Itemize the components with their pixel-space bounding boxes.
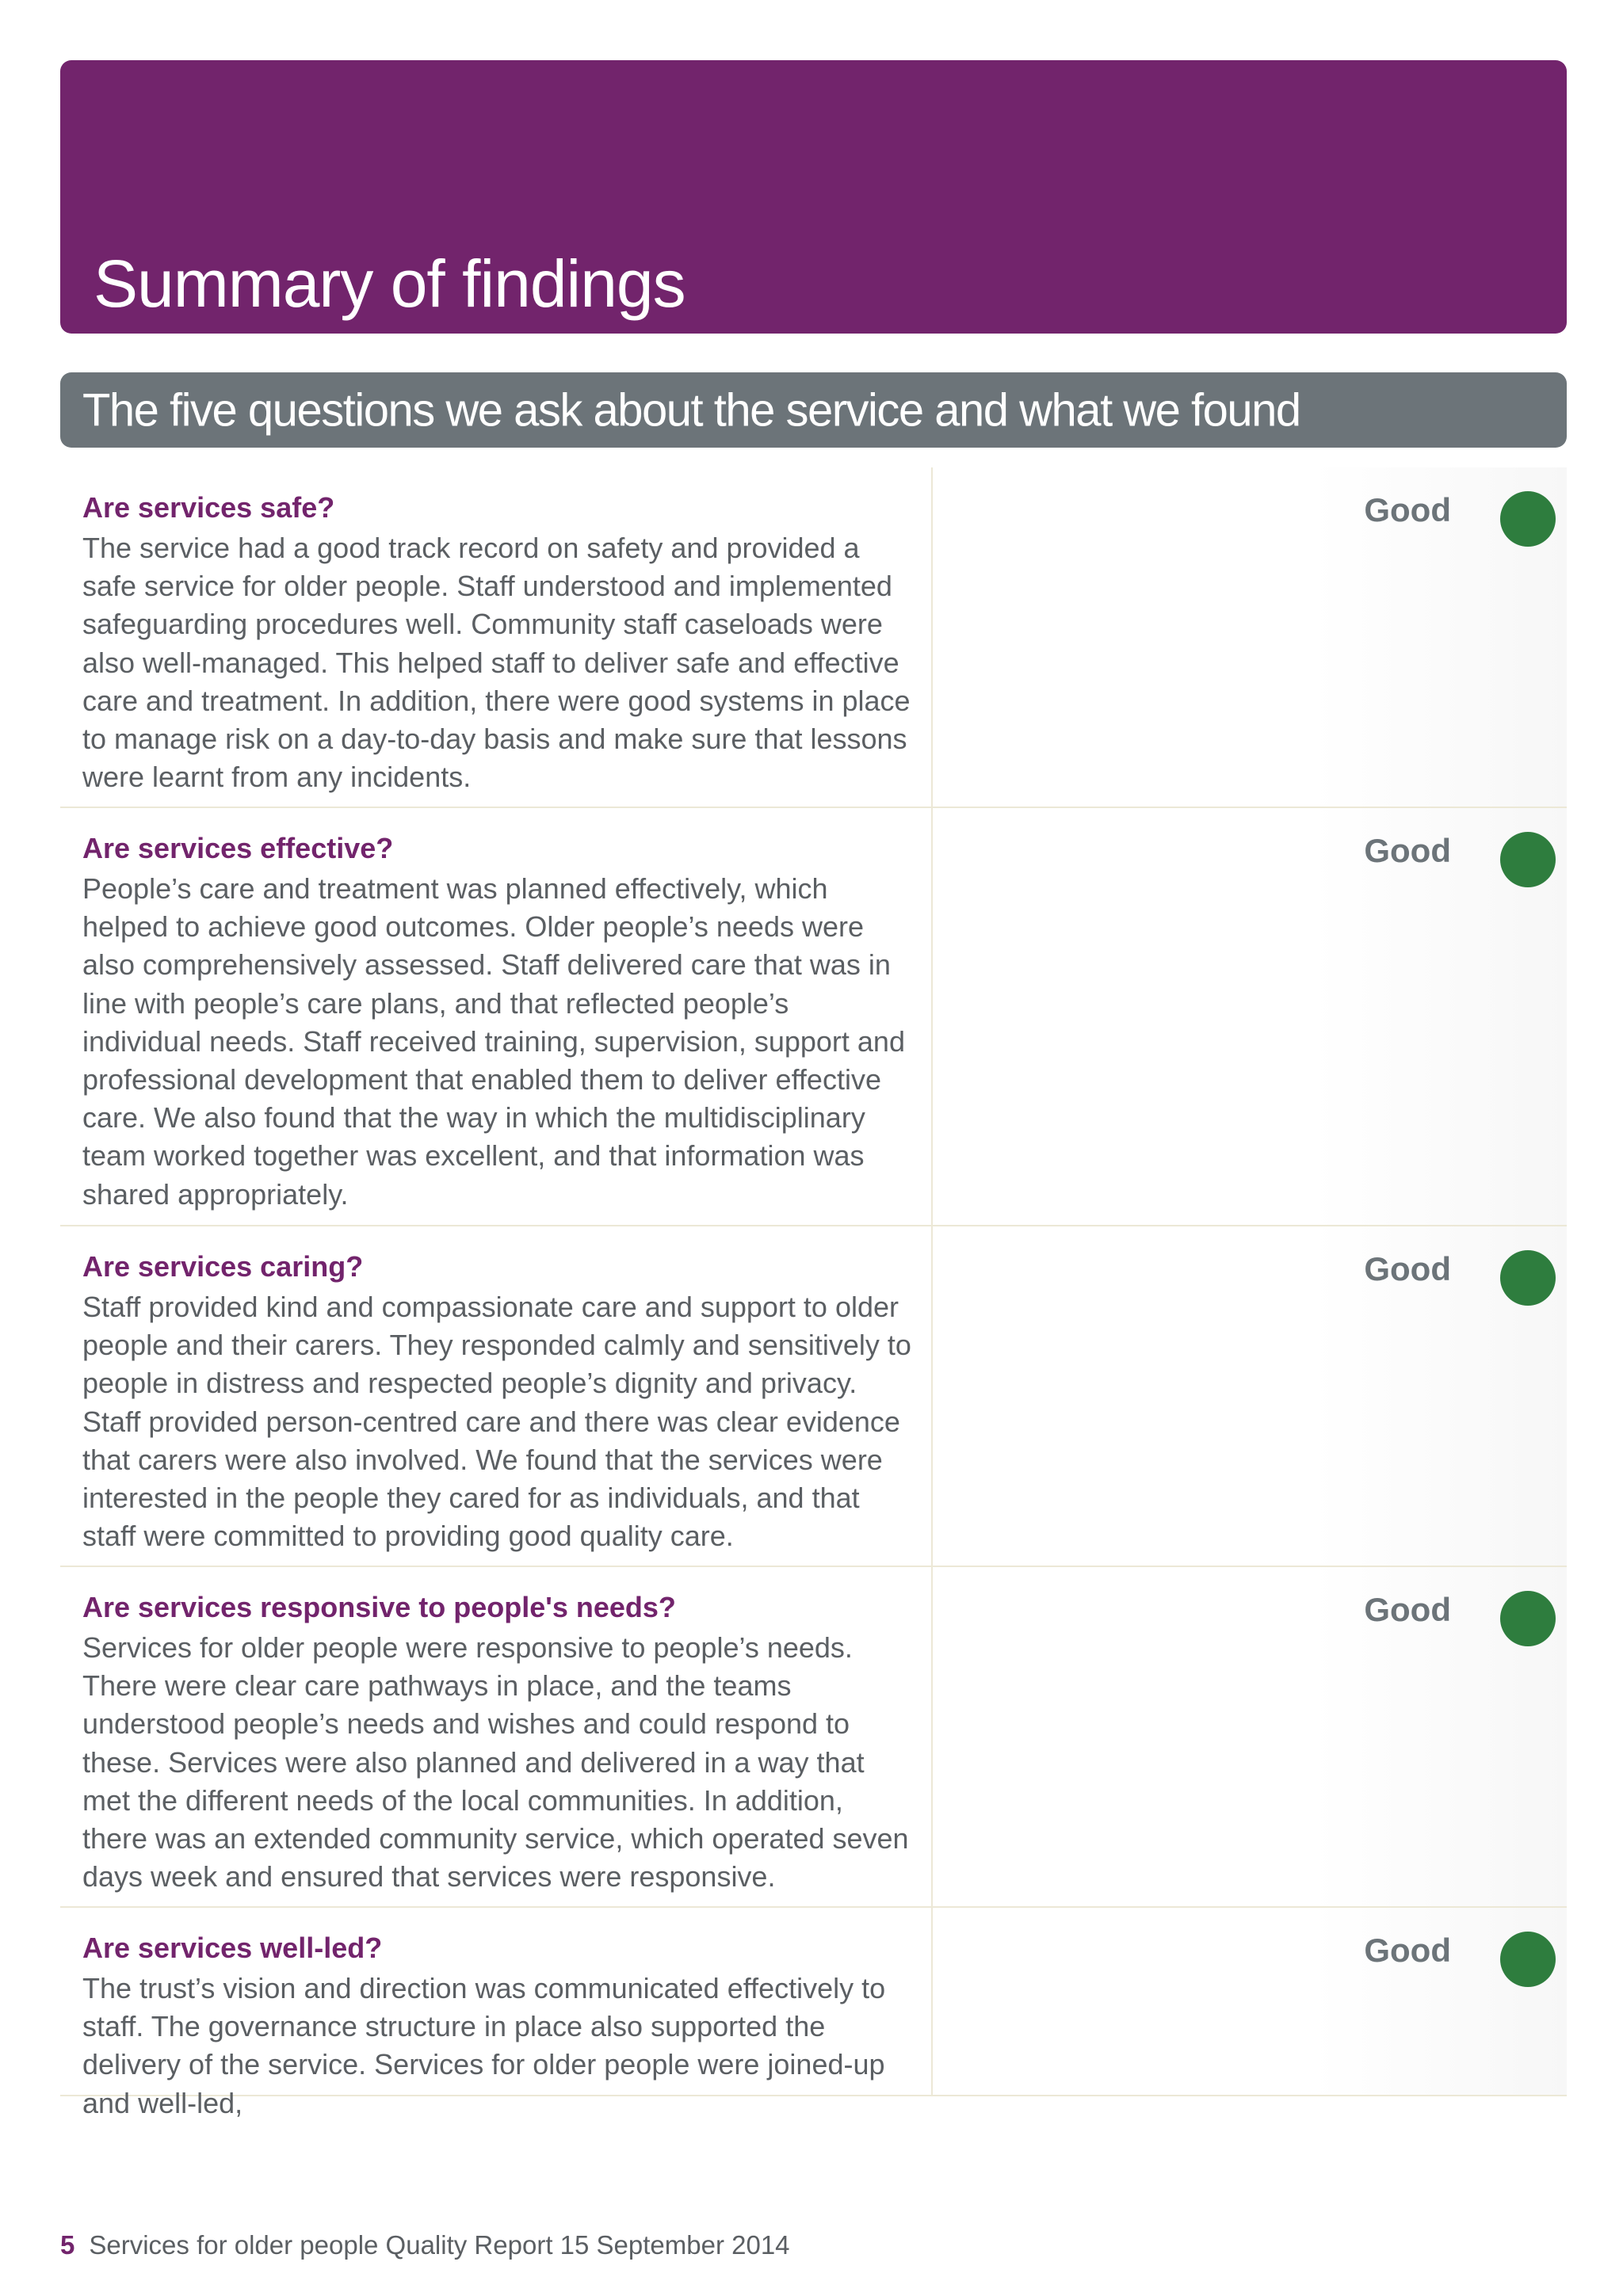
finding-text-cell (60, 467, 933, 807)
rating-cell (933, 1226, 1567, 1566)
question-heading: Are services caring? (82, 1250, 364, 1283)
finding-row-responsive (60, 1567, 1567, 1908)
rating-good-dot-icon (1500, 491, 1556, 547)
rating-good-dot-icon (1500, 832, 1556, 887)
finding-text-cell (60, 1567, 933, 1906)
page-footer (60, 2230, 790, 2260)
finding-text-cell (60, 808, 933, 1225)
question-heading: Are services effective? (82, 832, 394, 864)
rating-cell (933, 1908, 1567, 2095)
question-heading: Are services well-led? (82, 1932, 383, 1964)
finding-row-caring (60, 1226, 1567, 1567)
question-heading: Are services safe? (82, 491, 335, 524)
answer-text: Staff provided kind and compassionate care and support to older people and their carers. They responded calmly and sensitively to people in distress and respected people’s dignity and privacy. Staff provided person-centred care and there was clear evidence that carers were also involved. We found that the services were interested in the people they cared for as individuals, and that staff were committed to providing good quality care. (82, 1291, 911, 1553)
rating-cell (933, 808, 1567, 1225)
rating-label: Good (1364, 1250, 1451, 1287)
rating-good-dot-icon (1500, 1250, 1556, 1306)
page-number: 5 (60, 2230, 75, 2260)
answer-text: The service had a good track record on safety and provided a safe service for older people. Staff understood and implemented safeguarding procedures well. Community staff caseloads were also well-managed. This helped staff to deliver safe and effective care and treatment. In addition, there were good systems in place to manage risk on a day-to-day basis and make sure that lessons were learnt from any incidents. (82, 532, 911, 794)
finding-text-cell (60, 1226, 933, 1566)
answer-text: People’s care and treatment was planned effectively, which helped to achieve good outcomes. Older people’s needs were also comprehensively assessed. Staff delivered care that was in line with people’s care plans, and that reflected people’s individual needs. Staff received training, supervision, support and professional development that enabled them to deliver effective care. We also found that the way in which the multidisciplinary team worked together was excellent, and that information was shared appropriately. (82, 872, 905, 1211)
findings-table (60, 467, 1567, 2119)
section-header (60, 372, 1567, 448)
rating-cell (933, 1567, 1567, 1906)
rating-label: Good (1364, 1591, 1451, 1628)
rating-good-dot-icon (1500, 1591, 1556, 1646)
rating-label: Good (1364, 491, 1451, 528)
finding-text-cell (60, 1908, 933, 2119)
finding-row-safe (60, 467, 1567, 808)
answer-text: Services for older people were responsive to people’s needs. There were clear care pathways in place, and the teams understood people’s needs and wishes and could respond to these. Services were also planned and delivered in a way that met the different needs of the local communities. In addition, there was an extended community service, which operated seven days week and ensured that services were responsive. (82, 1631, 909, 1894)
page-title: Summary of findings (94, 246, 685, 321)
section-subtitle: The five questions we ask about the service and what we found (82, 384, 1300, 436)
answer-text: The trust’s vision and direction was communicated effectively to staff. The governance structure in place also supported the delivery of the service. Services for older people were joined-up and well-led, (82, 1972, 886, 2119)
footer-text: Services for older people Quality Report 15 September 2014 (89, 2230, 790, 2260)
rating-label: Good (1364, 1932, 1451, 1969)
summary-banner (60, 60, 1567, 334)
finding-row-well-led (60, 1908, 1567, 2119)
finding-row-effective (60, 808, 1567, 1226)
rating-label: Good (1364, 832, 1451, 869)
question-heading: Are services responsive to people's needs? (82, 1591, 676, 1623)
rating-good-dot-icon (1500, 1932, 1556, 1987)
rating-cell (933, 467, 1567, 807)
